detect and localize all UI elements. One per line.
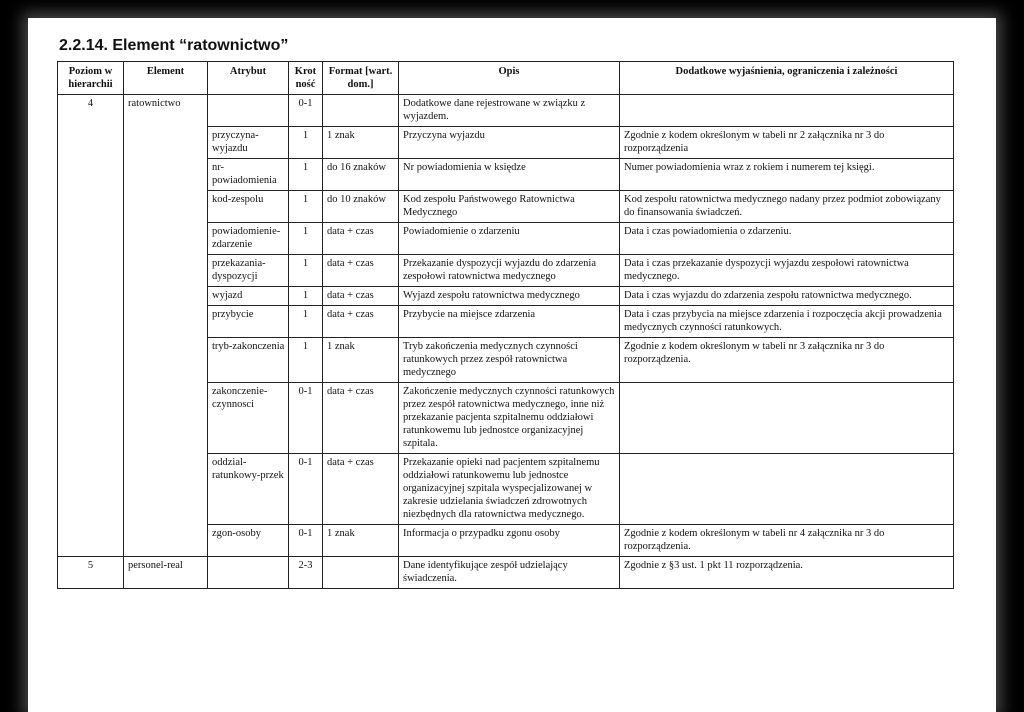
cell-opis: Dane identyfikujące zespół udzielający świadczenia. <box>399 557 620 589</box>
cell-format: 1 znak <box>323 338 399 383</box>
cell-dodatkowe: Zgodnie z kodem określonym w tabeli nr 3 załącznika nr 3 do rozporządzenia. <box>620 338 954 383</box>
cell-opis: Przekazanie opieki nad pacjentem szpitalnemu oddziałowi ratunkowemu lub jednostce organizacyjnej szpitala wyspecjalizowanej w zakresie udzielania świadczeń zdrowotnych niezbędnych dla ratownictwa medycznego. <box>399 454 620 525</box>
cell-atrybut: wyjazd <box>208 287 289 306</box>
cell-dodatkowe: Data i czas przybycia na miejsce zdarzenia i rozpoczęcia akcji prowadzenia medycznych czynności ratunkowych. <box>620 306 954 338</box>
cell-dodatkowe <box>620 383 954 454</box>
cell-dodatkowe: Data i czas powiadomienia o zdarzeniu. <box>620 223 954 255</box>
cell-krotnosc: 2-3 <box>289 557 323 589</box>
cell-krotnosc: 1 <box>289 223 323 255</box>
cell-krotnosc: 1 <box>289 306 323 338</box>
cell-krotnosc: 1 <box>289 338 323 383</box>
cell-format: data + czas <box>323 454 399 525</box>
table-row <box>58 95 954 127</box>
cell-format: data + czas <box>323 255 399 287</box>
cell-atrybut: kod-zespolu <box>208 191 289 223</box>
cell-atrybut <box>208 557 289 589</box>
cell-dodatkowe: Data i czas wyjazdu do zdarzenia zespołu ratownictwa medycznego. <box>620 287 954 306</box>
cell-format <box>323 95 399 127</box>
cell-atrybut: zakonczenie-czynnosci <box>208 383 289 454</box>
cell-krotnosc: 0-1 <box>289 454 323 525</box>
cell-element: personel-real <box>124 557 208 589</box>
cell-format: do 16 znaków <box>323 159 399 191</box>
table-header-row <box>58 62 954 95</box>
cell-atrybut: przyczyna-wyjazdu <box>208 127 289 159</box>
cell-format: data + czas <box>323 306 399 338</box>
cell-dodatkowe: Data i czas przekazanie dyspozycji wyjazdu zespołowi ratownictwa medycznego. <box>620 255 954 287</box>
cell-dodatkowe: Zgodnie z kodem określonym w tabeli nr 4 załącznika nr 3 do rozporządzenia. <box>620 525 954 557</box>
header-element: Element <box>124 62 208 95</box>
cell-dodatkowe: Numer powiadomienia wraz z rokiem i numerem tej księgi. <box>620 159 954 191</box>
cell-atrybut: tryb-zakonczenia <box>208 338 289 383</box>
cell-format <box>323 557 399 589</box>
cell-atrybut: oddzial-ratunkowy-przek <box>208 454 289 525</box>
cell-dodatkowe: Zgodnie z §3 ust. 1 pkt 11 rozporządzenia. <box>620 557 954 589</box>
cell-krotnosc: 0-1 <box>289 525 323 557</box>
cell-element: ratownictwo <box>124 95 208 557</box>
cell-dodatkowe: Kod zespołu ratownictwa medycznego nadany przez podmiot zobowiązany do finansowania świadczeń. <box>620 191 954 223</box>
cell-dodatkowe <box>620 454 954 525</box>
cell-krotnosc: 0-1 <box>289 95 323 127</box>
cell-opis: Wyjazd zespołu ratownictwa medycznego <box>399 287 620 306</box>
cell-atrybut: przybycie <box>208 306 289 338</box>
cell-format: do 10 znaków <box>323 191 399 223</box>
cell-opis: Zakończenie medycznych czynności ratunkowych przez zespół ratownictwa medycznego, inne niż przekazanie pacjenta szpitalnemu oddziałowi ratunkowemu lub jednostce organizacyjnej szpitala. <box>399 383 620 454</box>
cell-atrybut: przekazania-dyspozycji <box>208 255 289 287</box>
cell-krotnosc: 1 <box>289 127 323 159</box>
cell-opis: Przybycie na miejsce zdarzenia <box>399 306 620 338</box>
cell-opis: Dodatkowe dane rejestrowane w związku z wyjazdem. <box>399 95 620 127</box>
cell-opis: Nr powiadomienia w księdze <box>399 159 620 191</box>
cell-opis: Przekazanie dyspozycji wyjazdu do zdarzenia zespołowi ratownictwa medycznego <box>399 255 620 287</box>
cell-atrybut <box>208 95 289 127</box>
cell-opis: Przyczyna wyjazdu <box>399 127 620 159</box>
cell-opis: Powiadomienie o zdarzeniu <box>399 223 620 255</box>
cell-opis: Informacja o przypadku zgonu osoby <box>399 525 620 557</box>
header-opis: Opis <box>399 62 620 95</box>
table-row <box>58 557 954 589</box>
cell-format: data + czas <box>323 223 399 255</box>
cell-dodatkowe <box>620 95 954 127</box>
cell-atrybut: zgon-osoby <box>208 525 289 557</box>
header-dodatkowe: Dodatkowe wyjaśnienia, ograniczenia i zależności <box>620 62 954 95</box>
cell-opis: Kod zespołu Państwowego Ratownictwa Medycznego <box>399 191 620 223</box>
cell-poziom: 5 <box>58 557 124 589</box>
section-heading: 2.2.14. Element “ratownictwo” <box>59 37 289 54</box>
cell-format: 1 znak <box>323 127 399 159</box>
header-atrybut: Atrybut <box>208 62 289 95</box>
spec-table <box>57 61 954 589</box>
cell-format: 1 znak <box>323 525 399 557</box>
document-page <box>28 18 996 712</box>
cell-format: data + czas <box>323 287 399 306</box>
header-poziom: Poziom w hierarchii <box>58 62 124 95</box>
header-format: Format [wart. dom.] <box>323 62 399 95</box>
cell-atrybut: powiadomienie-zdarzenie <box>208 223 289 255</box>
cell-krotnosc: 1 <box>289 159 323 191</box>
cell-krotnosc: 1 <box>289 287 323 306</box>
cell-krotnosc: 1 <box>289 255 323 287</box>
cell-format: data + czas <box>323 383 399 454</box>
cell-krotnosc: 1 <box>289 191 323 223</box>
cell-dodatkowe: Zgodnie z kodem określonym w tabeli nr 2 załącznika nr 3 do rozporządzenia <box>620 127 954 159</box>
header-krotnosc: Krot ność <box>289 62 323 95</box>
cell-opis: Tryb zakończenia medycznych czynności ratunkowych przez zespół ratownictwa medycznego <box>399 338 620 383</box>
cell-poziom: 4 <box>58 95 124 557</box>
cell-krotnosc: 0-1 <box>289 383 323 454</box>
cell-atrybut: nr-powiadomienia <box>208 159 289 191</box>
